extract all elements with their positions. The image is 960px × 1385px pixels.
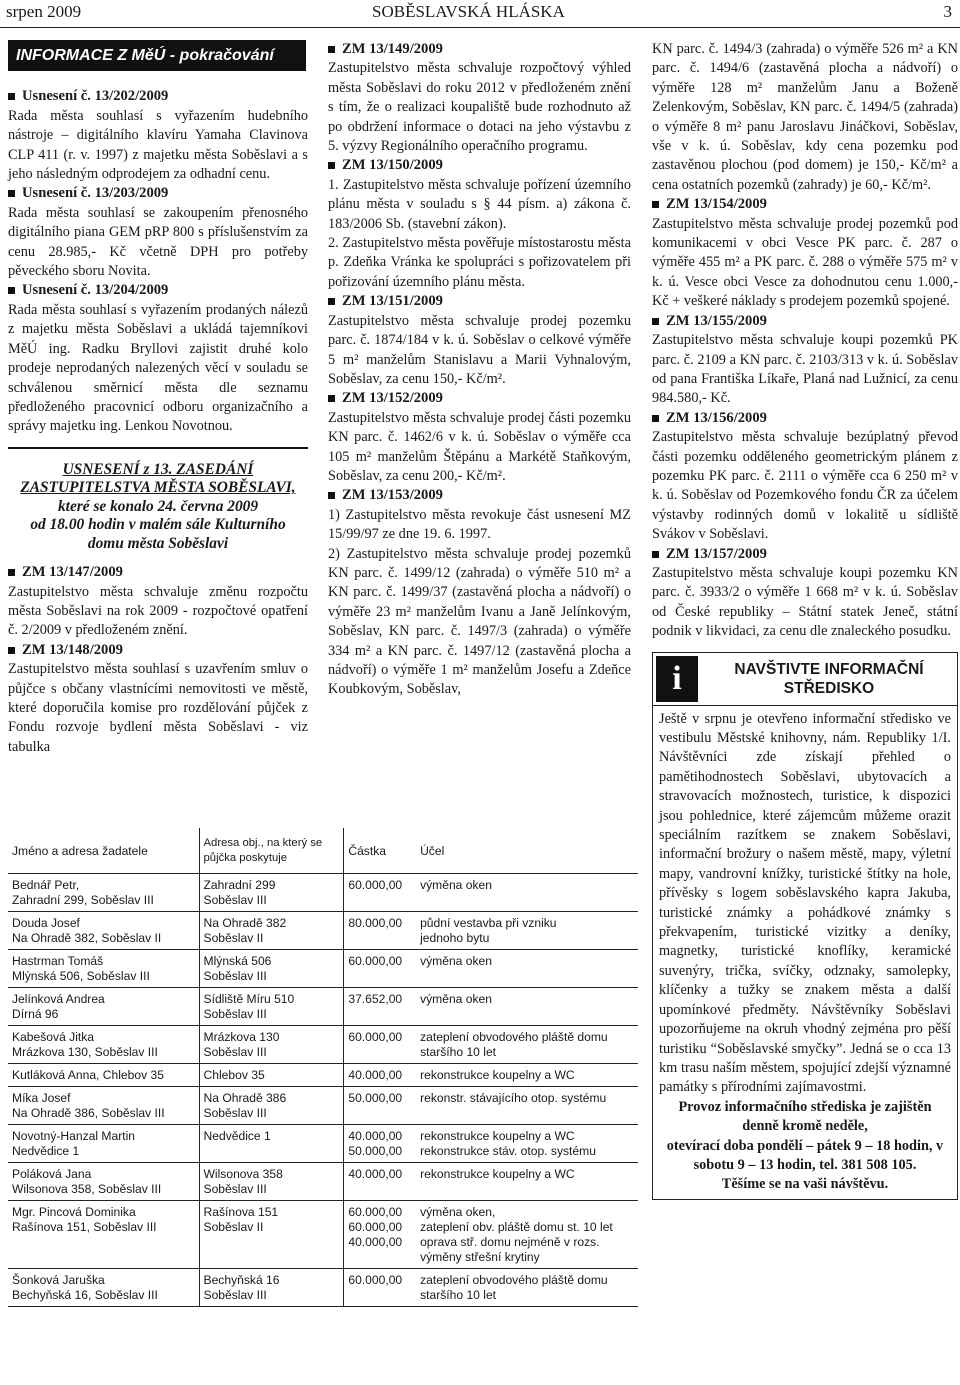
purpose-cell: zateplení obvodového pláště domu staršího 10 let <box>420 1030 608 1059</box>
table-header-row <box>8 828 638 874</box>
property-address-cell: Rašínova 151 Soběslav II <box>199 1201 344 1269</box>
purpose-cell: výměna oken, zateplení obv. pláště domu st. 10 let oprava stř. domu nejméně v rozs. výměny střešní krytiny <box>420 1205 613 1264</box>
amount-cell: 60.000,00 <box>348 1273 403 1287</box>
property-address-cell: Chlebov 35 <box>199 1064 344 1087</box>
property-address-cell: Zahradní 299 Soběslav III <box>199 874 344 912</box>
purpose-cell: rekonstrukce koupelny a WC <box>420 1167 575 1181</box>
table-row <box>8 950 638 988</box>
resolution-text: Zastupitelstvo města schvaluje prodej části pozemku KN parc. č. 1462/6 v k. ú. Soběslav o výměře cca 105 m² manželům Štěpánu a Markétě Staňkovým, Soběslav, za cenu 200,- Kč/m². <box>328 409 631 484</box>
purpose-cell: výměna oken <box>420 992 492 1006</box>
resolution-text: Zastupitelstvo města schvaluje prodej pozemků pod komunikacemi v obci Vesce PK parc. č. 287 o výměře 455 m² a PK parc. č. 288 o výměře 575 m² v k. ú. Vesce obci Vesce za dohodnutou cenu 1.000,- Kč + veškeré náklady s prodejem pozemků spojené. <box>652 215 958 310</box>
amount-cell: 80.000,00 <box>348 916 403 930</box>
info-centre-box <box>652 652 958 1200</box>
resolution-text: 1. Zastupitelstvo města schvaluje pořízení územního plánu města v souladu s § 44 písm. a) zákona č. 183/2006 Sb. (stavební zákon). <box>328 176 631 232</box>
applicant-cell: Mgr. Pincová Dominika Rašínova 151, Soběslav III <box>8 1201 199 1269</box>
table-row <box>8 1026 638 1064</box>
resolution-item <box>652 312 958 409</box>
resolution-item <box>8 641 308 757</box>
column-2 <box>328 40 631 700</box>
newsletter-title: SOBĚSLAVSKÁ HLÁSKA <box>372 2 565 21</box>
resolution-title: ZM 13/156/2009 <box>652 409 958 428</box>
purpose-cell: rekonstr. stávajícího otop. systému <box>420 1091 607 1105</box>
section-banner: INFORMACE Z MěÚ - pokračování <box>8 40 306 71</box>
applicant-cell: Douda Josef Na Ohradě 382, Soběslav II <box>8 912 199 950</box>
property-address-cell: Na Ohradě 386 Soběslav III <box>199 1087 344 1125</box>
resolution-item <box>328 156 631 292</box>
resolution-text: Zastupitelstvo města souhlasí s uzavřením smluv o půjčce s občany vlastnícími nemovitosti ve městě, které doporučila komise pro rozdělování půjček z Fondu rozvoje bydlení města Soběslavi - viz tabulka <box>8 661 308 755</box>
column-header: Částka <box>348 844 386 858</box>
property-address-cell: Mlýnská 506 Soběslav III <box>199 950 344 988</box>
property-address-cell: Mrázkova 130 Soběslav III <box>199 1026 344 1064</box>
applicant-cell: Bednář Petr, Zahradní 299, Soběslav III <box>8 874 199 912</box>
amount-cell: 50.000,00 <box>348 1091 403 1105</box>
property-address-cell: Na Ohradě 382 Soběslav II <box>199 912 344 950</box>
resolution-text: Rada města souhlasí s vyřazením prodaných nálezů z majetku města Soběslavi a ukládá tajemníkovi MěÚ ing. Radku Bryllovi zajistit druhé kolo prodeje neprodaných nalezených věcí v souladu se schválenou směrnicí města dle seznamu předloženého pracovnicí odboru organizačního a správy majetku ing. Lenkou Novotnou. <box>8 301 308 435</box>
council-resolutions-list <box>8 87 308 436</box>
section-divider <box>8 447 308 449</box>
property-address-cell: Sídliště Míru 510 Soběslav III <box>199 988 344 1026</box>
table-row <box>8 988 638 1026</box>
purpose-cell: rekonstrukce koupelny a WC <box>420 1068 575 1082</box>
property-address-cell: Nedvědice 1 <box>199 1125 344 1163</box>
resolution-text: 2. Zastupitelstvo města pověřuje místostarostu města p. Zdeňka Vránka ke spolupráci s pořizovatelem při pořizování územního plánu města. <box>328 235 631 290</box>
resolution-text: Rada města souhlasí s vyřazením hudebního nástroje – digitálního klavíru Yamaha Clavinova CLP 411 (r. v. 1997) z majetku města Soběslavi a s jeho následným odprodejem za odhadní cenu. <box>8 107 308 183</box>
resolution-text: Zastupitelstvo města schvaluje rozpočtový výhled města Soběslavi do roku 2012 v předloženém znění s tím, že o realizaci koupaliště bude rozhodnuto až po obdržení informace o dotaci na jeho výstavbu z 5. výzvy Regionálního operačního programu. <box>328 60 631 155</box>
info-box-header <box>653 653 957 706</box>
column-header: Adresa obj., na který se půjčka poskytuje <box>199 828 344 874</box>
resolution-item <box>328 292 631 389</box>
resolution-item <box>328 40 631 156</box>
column-header: Účel <box>420 844 445 858</box>
resolution-item <box>8 563 308 641</box>
resolution-title: ZM 13/151/2009 <box>328 292 631 311</box>
resolution-item <box>652 545 958 642</box>
info-box-title: NAVŠTIVTE INFORMAČNÍ STŘEDISKO <box>734 660 924 697</box>
resolution-item <box>8 184 308 281</box>
table-row <box>8 912 638 950</box>
table-row <box>8 1269 638 1307</box>
continued-text: KN parc. č. 1494/3 (zahrada) o výměře 526 m² a KN parc. č. 1494/6 (zastavěná plocha a nádvoří) o výměře 128 m² manželům Janu a Boženě Zelenkovým, Soběslav, KN parc. č. 1494/5 (zahrada) o výměře 8 m² panu Jaroslavu Jináčkovi, Soběslav, vše v k. ú. Soběslav, kdy cena pozemku pod zastavěnou plochou (pod domem) je 150,- Kč/m² a cena ostatních pozemků (zahrady) je 60,- Kč/m². <box>652 41 958 193</box>
column-3 <box>652 40 958 1200</box>
applicant-cell: Šonková Jaruška Bechyňská 16, Soběslav III <box>8 1269 199 1307</box>
applicant-cell: Hastrman Tomáš Mlýnská 506, Soběslav III <box>8 950 199 988</box>
meeting-heading: USNESENÍ z 13. ZASEDÁNÍ ZASTUPITELSTVA MĚSTA SOBĚSLAVI, které se konalo 24. června 2009 od 18.00 hodin v malém sále Kulturního domu města Soběslavi <box>20 460 296 552</box>
page-header <box>0 0 960 28</box>
resolution-text: 2) Zastupitelstvo města schvaluje prodej pozemků KN parc. č. 1499/12 (zahrada) o výměře 510 m² a KN parc. č. 1499/37 (zastavěná plocha a nádvoří) o výměře 23 m² manželům Ivanu a Janě Jelínkovým, Soběslav, KN parc. č. 1497/3 (zahrada) o výměře 334 m² a KN parc. č. 1497/12 (zastavěná plocha a nádvoří) o výměře 1 m² manželům Josefu a Zdeňce Koubkovým, Soběslav, <box>328 545 631 698</box>
resolution-text: Zastupitelstvo města schvaluje koupi pozemku KN parc. č. 3933/2 o výměře 1 668 m² v k. ú. Soběslav od České republiky – Státní statek Jeneč, státní podnik v likvidaci, za cenu dle znaleckého posudku. <box>652 564 958 640</box>
resolution-title: ZM 13/154/2009 <box>652 195 958 214</box>
page-number: 3 <box>943 2 952 21</box>
amount-cell: 40.000,00 50.000,00 <box>348 1129 403 1158</box>
resolution-item <box>328 486 631 699</box>
assembly-resolutions-list <box>8 563 308 757</box>
amount-cell: 60.000,00 <box>348 954 403 968</box>
resolution-item <box>8 87 308 184</box>
loans-table <box>8 828 638 1307</box>
resolution-text: Zastupitelstvo města schvaluje změnu rozpočtu města Soběslavi na rok 2009 - rozpočtové opatření č. 2/2009 v předloženém znění. <box>8 583 308 639</box>
purpose-cell: výměna oken <box>420 878 492 892</box>
resolution-title: ZM 13/153/2009 <box>328 486 631 505</box>
property-address-cell: Bechyňská 16 Soběslav III <box>199 1269 344 1307</box>
resolution-item <box>652 195 958 311</box>
amount-cell: 40.000,00 <box>348 1167 403 1181</box>
opening-hours: Provoz informačního střediska je zajištěn denně kromě neděle, otevírací doba pondělí – pátek 9 – 18 hodin, v sobotu 9 – 13 hodin, tel. 381 508 105. Těšíme se na vaši návštěvu. <box>666 1098 944 1193</box>
applicant-cell: Novotný-Hanzal Martin Nedvědice 1 <box>8 1125 199 1163</box>
purpose-cell: výměna oken <box>420 954 492 968</box>
resolution-text: Zastupitelstvo města schvaluje koupi pozemků PK parc. č. 2109 a KN parc. č. 2103/313 v k. ú. Soběslav od pana Františka Líkaře, Planá nad Lužnicí, za cenu 984.580,- Kč. <box>652 332 958 407</box>
purpose-cell: půdní vestavba při vzniku jednoho bytu <box>420 916 557 945</box>
resolution-title: ZM 13/157/2009 <box>652 545 958 564</box>
resolution-title: Usnesení č. 13/203/2009 <box>8 184 308 203</box>
amount-cell: 60.000,00 <box>348 878 403 892</box>
header-rule <box>0 27 960 28</box>
info-box-body: Ještě v srpnu je otevřeno informační středisko ve vestibulu Městské knihovny, nám. Republiky 1/I. Návštěvníci zde získají přehled o pamětihodnostech Soběslavi, ubytovacích a stravovacích možnostech, turistice, k dispozici jsou pohlednice, které zájemcům můžeme orazit speciálním razítkem se znakem Soběslavi, informační brožury o našem městě, mapy, výletní mapy, vandrovní knížky, turistické štítky na hole, přívěsky s logem soběslavského kapra Jakuba, turistické známky a pohádkové známky s překvapením, turistické vizitky a deníky, magnetky, turistické knoflíky, keramické suvenýry, trička, svíčky, odznaky, samolepky, klíčenky a tužky se znakem města a další upomínkové předměty. Návštěvníky Soběslavi upozorňujeme na okruh vhodný zejména pro pěší turistiku “Soběslavské smyčky”. Jedná se o cca 13 km trasu naším městem, spojující zdejší významné památky s přírodními zajímavostmi. Provoz informačního střediska je zajištěn denně kromě neděle, otevírací doba pondělí – pátek 9 – 18 hodin, v sobotu 9 – 13 hodin, tel. 381 508 105. Těšíme se na vaši návštěvu. <box>653 706 957 1199</box>
table-row <box>8 874 638 912</box>
resolution-text: Zastupitelstvo města schvaluje bezúplatný převod části pozemku odděleného geometrickým plánem z pozemku PK parc. č. 2111 o výměře cca 6 250 m² v k. ú. Soběslav od Pozemkového fondu ČR za účelem výstavby rodinných domů v lokalitě u sídliště Svákov v Soběslavi. <box>652 429 958 543</box>
amount-cell: 60.000,00 <box>348 1030 403 1044</box>
resolution-title: ZM 13/155/2009 <box>652 312 958 331</box>
applicant-cell: Kutláková Anna, Chlebov 35 <box>8 1064 199 1087</box>
resolution-item <box>8 281 308 436</box>
resolution-title: ZM 13/149/2009 <box>328 40 631 59</box>
applicant-cell: Jelínková Andrea Dírná 96 <box>8 988 199 1026</box>
table-row <box>8 1087 638 1125</box>
assembly-resolutions-list-2 <box>328 40 631 700</box>
purpose-cell: rekonstrukce koupelny a WC rekonstrukce stáv. otop. systému <box>420 1129 596 1158</box>
amount-cell: 37.652,00 <box>348 992 403 1006</box>
applicant-cell: Míka Josef Na Ohradě 386, Soběslav III <box>8 1087 199 1125</box>
resolution-title: ZM 13/152/2009 <box>328 389 631 408</box>
resolution-title: Usnesení č. 13/202/2009 <box>8 87 308 106</box>
table-row <box>8 1163 638 1201</box>
resolution-title: ZM 13/150/2009 <box>328 156 631 175</box>
amount-cell: 60.000,00 60.000,00 40.000,00 <box>348 1205 403 1249</box>
column-1 <box>8 40 308 757</box>
assembly-resolutions-list-3 <box>652 195 958 641</box>
purpose-cell: zateplení obvodového pláště domu staršího 10 let <box>420 1273 608 1302</box>
amount-cell: 40.000,00 <box>348 1068 403 1082</box>
table-row <box>8 1064 638 1087</box>
info-icon: i <box>656 656 698 702</box>
applicant-cell: Poláková Jana Wilsonova 358, Soběslav III <box>8 1163 199 1201</box>
resolution-title: ZM 13/148/2009 <box>8 641 308 660</box>
resolution-title: Usnesení č. 13/204/2009 <box>8 281 308 300</box>
table-row <box>8 1201 638 1269</box>
resolution-text: Rada města souhlasí se zakoupením přenosného digitálního piana GEM pRP 800 s příslušenstvím za cenu 28.985,- Kč včetně DPH pro potřeby pěveckého sboru Novita. <box>8 204 308 280</box>
resolution-text: 1) Zastupitelstvo města revokuje část usnesení MZ 15/99/97 ze dne 19. 6. 1997. <box>328 506 631 543</box>
resolution-item <box>328 389 631 486</box>
table-row <box>8 1125 638 1163</box>
column-header: Jméno a adresa žadatele <box>8 828 199 874</box>
resolution-text: Zastupitelstvo města schvaluje prodej pozemku parc. č. 1874/184 v k. ú. Soběslav o celkové výměře 5 m² manželům Stanislavu a Marii Vyhnalovým, Soběslav, za cenu 150,- Kč/m². <box>328 312 631 387</box>
issue-date: srpen 2009 <box>6 2 82 21</box>
resolution-item <box>652 409 958 545</box>
applicant-cell: Kabešová Jitka Mrázkova 130, Soběslav III <box>8 1026 199 1064</box>
resolution-title: ZM 13/147/2009 <box>8 563 308 582</box>
property-address-cell: Wilsonova 358 Soběslav III <box>199 1163 344 1201</box>
